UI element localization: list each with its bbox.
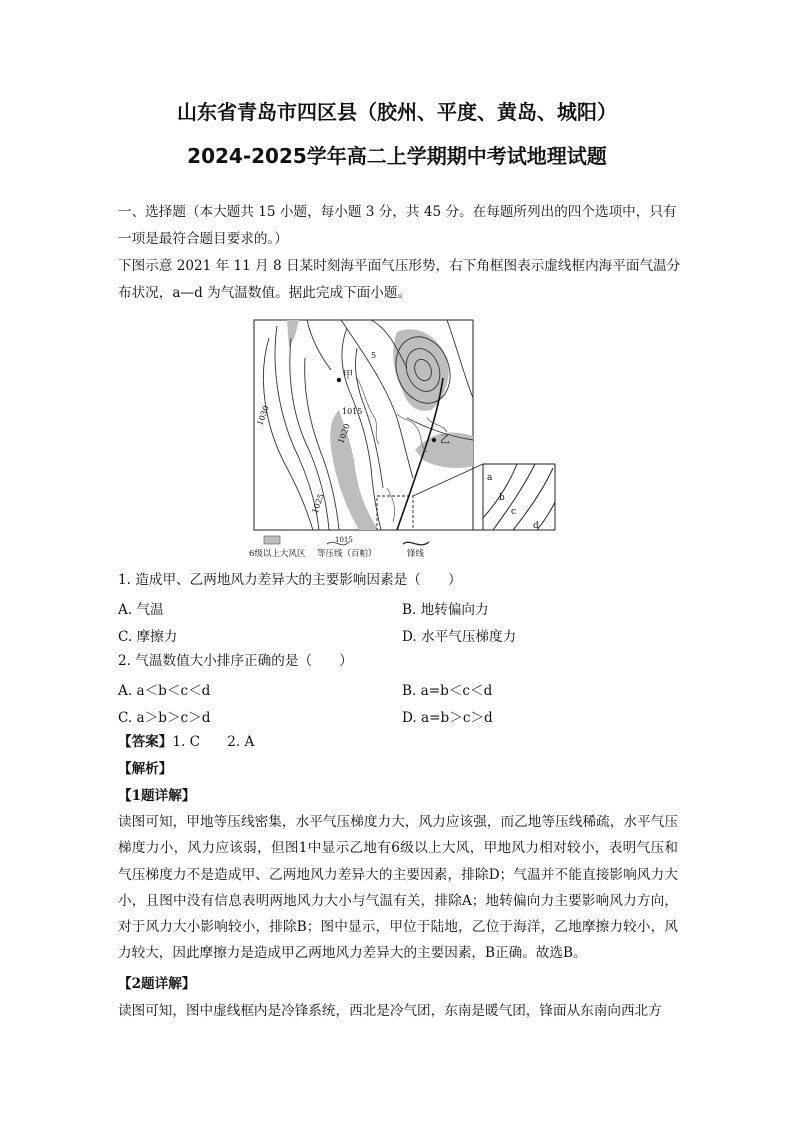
inset-label-b: b	[499, 493, 505, 503]
isobar-label: 1030	[255, 404, 271, 427]
isobar-label: 5	[371, 351, 377, 360]
detail-1-label: 【1题详解】	[118, 788, 196, 804]
legend-wind-label: 6级以上大风区	[249, 549, 306, 559]
isobar-label: 1020	[336, 422, 352, 445]
intro-text: 下图示意 2021 年 11 月 8 日某时刻海平面气压形势，右下角框图表示虚线框内海平面气温分	[118, 258, 681, 274]
title-line-2: 2024-2025学年高二上学期期中考试地理试题	[187, 144, 607, 168]
place-jia: 甲	[343, 370, 353, 381]
q2-option-c: C. a＞b＞c＞d	[118, 710, 211, 726]
question-2-stem: 2. 气温数值大小排序正确的是（ ）	[118, 653, 353, 669]
detail-2-label: 【2题详解】	[118, 976, 196, 992]
section-header-cont: 一项是最符合题目要求的。）	[118, 231, 288, 247]
detail-2-text: 读图可知，图中虚线框内是冷锋系统，西北是冷气团，东南是暖气团，锋面从东南向西北方	[118, 1003, 662, 1019]
isobar-label: 1025	[310, 492, 326, 515]
answer-text: 1. C 2. A	[172, 734, 255, 750]
answer-line	[118, 733, 678, 751]
pressure-map-figure	[247, 318, 557, 563]
q1-option-a: A. 气温	[118, 602, 164, 618]
section-header: 一、选择题（本大题共 15 小题，每小题 3 分，共 45 分。在每题所列出的四个选项中，只有	[118, 204, 677, 220]
answer-label: 【答案】	[118, 734, 173, 750]
detail-1-text: 读图可知，甲地等压线密集，水平气压梯度力大，风力应该强，而乙地等压线稀疏，水平气压梯度力小，风力应该弱，但图1中显示乙地有6级以上大风，甲地风力相对较小，表明气压和气压梯度力不是造成甲、乙两地风力差异大的主要因素，排除D；气温并不能直接影响风力大小，且图中没有信息表明两地风力大小与气温有关，排除A；地转偏向力主要影响风力方向，对于风力大小影响较小，排除B；图中显示，甲位于陆地，乙位于海洋，乙地摩擦力较小，风力较大，因此摩擦力是造成甲乙两地风力差异大的主要因素，B正确。故选B。	[118, 814, 678, 962]
analysis-label: 【解析】	[118, 761, 173, 777]
q2-option-b: B. a=b＜c＜d	[402, 683, 493, 699]
q1-option-c: C. 摩擦力	[118, 629, 178, 645]
title-line-1: 山东省青岛市四区县（胶州、平度、黄岛、城阳）	[177, 100, 617, 124]
legend-isobar-value: 1015	[335, 536, 353, 544]
q2-option-d: D. a=b＞c＞d	[402, 710, 493, 726]
question-1-stem: 1. 造成甲、乙两地风力差异大的主要影响因素是（ ）	[118, 572, 462, 588]
yi-marker	[432, 438, 436, 442]
intro-text-cont: 布状况，a—d 为气温数值。据此完成下面小题。	[118, 285, 412, 301]
inset-label-c: c	[511, 507, 517, 517]
jia-marker	[337, 378, 341, 382]
inset-label-a: a	[487, 473, 493, 483]
place-yi: 乙	[440, 435, 450, 446]
q1-option-b: B. 地转偏向力	[402, 602, 489, 618]
isobar-label: 1015	[342, 407, 363, 416]
legend-front-label: 锋线	[407, 549, 425, 559]
q2-option-a: A. a＜b＜c＜d	[118, 683, 211, 699]
inset-label-d: d	[533, 521, 539, 531]
q1-option-d: D. 水平气压梯度力	[402, 629, 517, 645]
legend-isobar-label: 等压线（百帕）	[317, 549, 377, 559]
legend-wind-swatch	[264, 536, 280, 544]
